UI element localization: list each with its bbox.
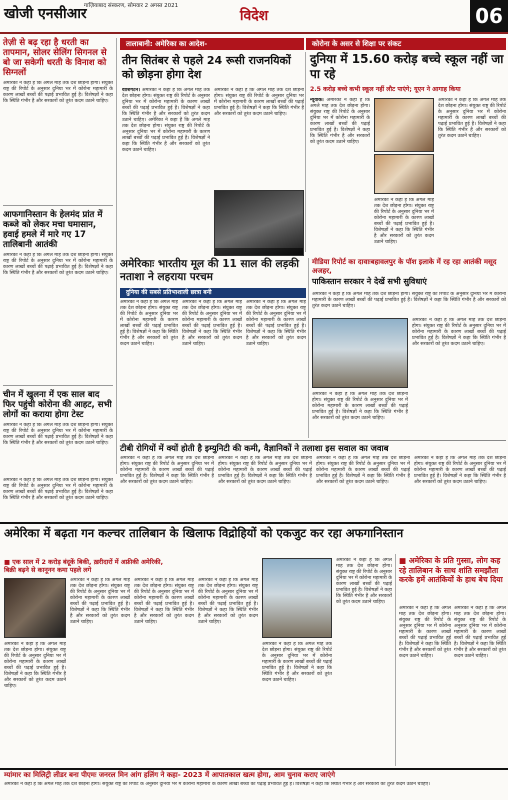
story4-intro: अमेरिका ने कहा है कि अगले माह तक देश छोड़ना होगा। संयुक्त राष्ट्र की रिपोर्ट के अनुसार दुनिया भर में कोरोना महामारी के कारण लाखों बच्चों की पढ़ाई प्रभावित हुई है। विशेषज्ञों ने कहा कि स्थिति गंभीर है और सरकारों को तुरंत कदम उठाने चाहिए। (312, 292, 506, 309)
story6-photo-1 (4, 578, 66, 638)
story3-body-2: अमेरिका ने कहा है कि अगले माह तक देश छोड़ना होगा। संयुक्त राष्ट्र की रिपोर्ट के अनुसार दुनिया भर में कोरोना महामारी के कारण लाखों बच्चों की पढ़ाई प्रभावित हुई है। विशेषज्ञों ने कहा कि स्थिति गंभीर है और सरकारों को तुरंत कदम उठाने चाहिए। (182, 300, 242, 347)
story2-body-mid: अमेरिका ने कहा है कि अगले माह तक देश छोड़ना होगा। संयुक्त राष्ट्र की रिपोर्ट के अनुसार दुनिया भर में कोरोना महामारी के कारण लाखों बच्चों की पढ़ाई प्रभावित हुई है। विशेषज्ञों ने कहा कि स्थिति गंभीर है और सरकारों को तुरंत कदम उठाने चाहिए। (374, 198, 434, 245)
strip-mid-blue: दुनिया की सबसे प्रतिभाशाली छात्रा बनी (120, 288, 306, 298)
newspaper-logo: खोजी एनसीआर (4, 6, 87, 22)
left-lead-2-body: अमेरिका ने कहा है कि अगले माह तक देश छोड़ना होगा। संयुक्त राष्ट्र की रिपोर्ट के अनुसार दुनिया भर में कोरोना महामारी के कारण लाखों बच्चों की पढ़ाई प्रभावित हुई है। विशेषज्ञों ने कहा कि स्थिति गंभीर है और सरकारों को तुरंत कदम उठाने चाहिए। (3, 253, 113, 276)
dateline: गाज़ियाबाद संस्करण, सोमवार 2 अगस्त 2021 (84, 3, 179, 9)
story4-photo (312, 318, 408, 388)
left-lead-3: चीन में खुलना में एक साल बाद फिर पहुंची कोरोना की आहट, सभी लोगों का कराया होगा टेस्ट (3, 390, 112, 420)
story3-body-3: अमेरिका ने कहा है कि अगले माह तक देश छोड़ना होगा। संयुक्त राष्ट्र की रिपोर्ट के अनुसार दुनिया भर में कोरोना महामारी के कारण लाखों बच्चों की पढ़ाई प्रभावित हुई है। विशेषज्ञों ने कहा कि स्थिति गंभीर है और सरकारों को तुरंत कदम उठाने चाहिए। (246, 300, 306, 347)
story3-body-1: अमेरिका ने कहा है कि अगले माह तक देश छोड़ना होगा। संयुक्त राष्ट्र की रिपोर्ट के अनुसार दुनिया भर में कोरोना महामारी के कारण लाखों बच्चों की पढ़ाई प्रभावित हुई है। विशेषज्ञों ने कहा कि स्थिति गंभीर है और सरकारों को तुरंत कदम उठाने चाहिए। (120, 300, 178, 347)
story5-body-4: अमेरिका ने कहा है कि अगले माह तक देश छोड़ना होगा। संयुक्त राष्ट्र की रिपोर्ट के अनुसार दुनिया भर में कोरोना महामारी के कारण लाखों बच्चों की पढ़ाई प्रभावित हुई है। विशेषज्ञों ने कहा कि स्थिति गंभीर है और सरकारों को तुरंत कदम उठाने चाहिए। (414, 456, 506, 485)
masthead (0, 0, 508, 34)
left-lead-2: आफगानिस्तान के हेलमंद प्रांत में कब्जे को लेकर मचा घमासान, हवाई हमले में मारे गए 17 तालिबानी आतंकी (3, 210, 103, 250)
story1-photo (214, 190, 304, 256)
story5-body-2: अमेरिका ने कहा है कि अगले माह तक देश छोड़ना होगा। संयुक्त राष्ट्र की रिपोर्ट के अनुसार दुनिया भर में कोरोना महामारी के कारण लाखों बच्चों की पढ़ाई प्रभावित हुई है। विशेषज्ञों ने कहा कि स्थिति गंभीर है और सरकारों को तुरंत कदम उठाने चाहिए। (218, 456, 312, 485)
story5-headline: टीबी रोगियों में क्यों होती है इम्युनिटी की कमी, वैज्ञानिकों ने तलाशा इस सवाल का जवाब (120, 443, 389, 453)
story5-body-3: अमेरिका ने कहा है कि अगले माह तक देश छोड़ना होगा। संयुक्त राष्ट्र की रिपोर्ट के अनुसार दुनिया भर में कोरोना महामारी के कारण लाखों बच्चों की पढ़ाई प्रभावित हुई है। विशेषज्ञों ने कहा कि स्थिति गंभीर है और सरकारों को तुरंत कदम उठाने चाहिए। (316, 456, 410, 485)
story6-body-3: अमेरिका ने कहा है कि अगले माह तक देश छोड़ना होगा। संयुक्त राष्ट्र की रिपोर्ट के अनुसार दुनिया भर में कोरोना महामारी के कारण लाखों बच्चों की पढ़ाई प्रभावित हुई है। विशेषज्ञों ने कहा कि स्थिति गंभीर है और सरकारों को तुरंत कदम उठाने चाहिए। (198, 578, 258, 625)
left-lead-3-body: अमेरिका ने कहा है कि अगले माह तक देश छोड़ना होगा। संयुक्त राष्ट्र की रिपोर्ट के अनुसार दुनिया भर में कोरोना महामारी के कारण लाखों बच्चों की पढ़ाई प्रभावित हुई है। विशेषज्ञों ने कहा कि स्थिति गंभीर है और सरकारों को तुरंत कदम उठाने चाहिए। (3, 423, 113, 446)
story8-headline: म्यांमार का मिलिट्री लीडर बना पीएमः जनरल मिन आंग हलिंग ने कहा- 2023 में आपातकाल खत्म होगा, आम चुनाव कराए जाएंगे (4, 771, 336, 779)
left-lead-1-body: अमेरिका ने कहा है कि अगले माह तक देश छोड़ना होगा। संयुक्त राष्ट्र की रिपोर्ट के अनुसार दुनिया भर में कोरोना महामारी के कारण लाखों बच्चों की पढ़ाई प्रभावित हुई है। विशेषज्ञों ने कहा कि स्थिति गंभीर है और सरकारों को तुरंत कदम उठाने चाहिए। (3, 81, 113, 104)
story1-body-left: वाशिंगटन। अमेरिका ने कहा है कि अगले माह तक देश छोड़ना होगा। संयुक्त राष्ट्र की रिपोर्ट के अनुसार दुनिया भर में कोरोना महामारी के कारण लाखों बच्चों की पढ़ाई प्रभावित हुई है। विशेषज्ञों ने कहा कि स्थिति गंभीर है और सरकारों को तुरंत कदम उठाने चाहिए। अमेरिका ने कहा है कि अगले माह तक देश छोड़ना होगा। संयुक्त राष्ट्र की रिपोर्ट के अनुसार दुनिया भर में कोरोना महामारी के कारण लाखों बच्चों की पढ़ाई प्रभावित हुई है। विशेषज्ञों ने कहा कि स्थिति गंभीर है और सरकारों को तुरंत कदम उठाने चाहिए। (122, 88, 210, 153)
left-lead-1: तेज़ी से बढ़ रहा है धरती का तापमान, सोलर सेलिंग सिगनल से बो जा सकेगी धरती के विनाश को सिग्नलों (3, 38, 107, 78)
left-bottom-body: अमेरिका ने कहा है कि अगले माह तक देश छोड़ना होगा। संयुक्त राष्ट्र की रिपोर्ट के अनुसार दुनिया भर में कोरोना महामारी के कारण लाखों बच्चों की पढ़ाई प्रभावित हुई है। विशेषज्ञों ने कहा कि स्थिति गंभीर है और सरकारों को तुरंत कदम उठाने चाहिए। (3, 478, 113, 501)
story4-headline: पाकिस्तान सरकार ने देखें सभी सुविधाएं (312, 277, 427, 286)
story6-body-1: अमेरिका ने कहा है कि अगले माह तक देश छोड़ना होगा। संयुक्त राष्ट्र की रिपोर्ट के अनुसार दुनिया भर में कोरोना महामारी के कारण लाखों बच्चों की पढ़ाई प्रभावित हुई है। विशेषज्ञों ने कहा कि स्थिति गंभीर है और सरकारों को तुरंत कदम उठाने चाहिए। (70, 578, 130, 625)
story6-side: ■ एक साल में 2 करोड़ बंदूकें बिकी, ख़रीदारों में अफ्रीकी अमेरिकी, बिक्री बढ़ने से कानूनन कमा पहले लगे (4, 558, 164, 574)
story2-subhead: 2.5 करोड़ बच्चे कभी स्कूल नहीं लौट पाएंगे; यूएन ने आगाह किया (310, 86, 461, 93)
story8-body: अमेरिका ने कहा है कि अगले माह तक देश छोड़ना होगा। संयुक्त राष्ट्र की रिपोर्ट के अनुसार दुनिया भर में कोरोना महामारी के कारण लाखों बच्चों की पढ़ाई प्रभावित हुई है। विशेषज्ञों ने कहा कि स्थिति गंभीर है और सरकारों को तुरंत कदम उठाने चाहिए। (4, 782, 430, 787)
left-column (3, 38, 113, 474)
story3-headline: अमेरिकाः भारतीय मूल की 11 साल की लड़की नताशा ने लहराया परचम (120, 258, 300, 283)
story1-body-right: अमेरिका ने कहा है कि अगले माह तक देश छोड़ना होगा। संयुक्त राष्ट्र की रिपोर्ट के अनुसार दुनिया भर में कोरोना महामारी के कारण लाखों बच्चों की पढ़ाई प्रभावित हुई है। विशेषज्ञों ने कहा कि स्थिति गंभीर है और सरकारों को तुरंत कदम उठाने चाहिए। (214, 88, 304, 117)
story6-headline: अमेरिका में बढ़ता गन कल्चर तालिबान के खिलाफ विद्रोहियों को एकजुट कर रहा अफगानिस्तान (4, 526, 404, 540)
story6-photo-2 (262, 558, 332, 638)
story6-body-0: अमेरिका ने कहा है कि अगले माह तक देश छोड़ना होगा। संयुक्त राष्ट्र की रिपोर्ट के अनुसार दुनिया भर में कोरोना महामारी के कारण लाखों बच्चों की पढ़ाई प्रभावित हुई है। विशेषज्ञों ने कहा कि स्थिति गंभीर है और सरकारों को तुरंत कदम उठाने चाहिए। (4, 642, 66, 689)
story1-headline: तीन सितंबर से पहले 24 रूसी राजनयिकों को छोड़ना होगा देश (122, 54, 291, 81)
story4-lead: मीडिया रिपोर्ट का दावाःबहावलपुर के पॉश इलाके में रह रहा आतंकी मसूद अजहर, (312, 258, 497, 275)
story7-body-1: अमेरिका ने कहा है कि अगले माह तक देश छोड़ना होगा। संयुक्त राष्ट्र की रिपोर्ट के अनुसार दुनिया भर में कोरोना महामारी के कारण लाखों बच्चों की पढ़ाई प्रभावित हुई है। विशेषज्ञों ने कहा कि स्थिति गंभीर है और सरकारों को तुरंत कदम उठाने चाहिए। (399, 606, 451, 659)
page-number: 06 (470, 0, 508, 32)
story2-photo-2 (374, 154, 434, 194)
story6-body-5: अमेरिका ने कहा है कि अगले माह तक देश छोड़ना होगा। संयुक्त राष्ट्र की रिपोर्ट के अनुसार दुनिया भर में कोरोना महामारी के कारण लाखों बच्चों की पढ़ाई प्रभावित हुई है। विशेषज्ञों ने कहा कि स्थिति गंभीर है और सरकारों को तुरंत कदम उठाने चाहिए। (336, 558, 392, 605)
story2-body-left: न्यूयॉर्क। अमेरिका ने कहा है कि अगले माह तक देश छोड़ना होगा। संयुक्त राष्ट्र की रिपोर्ट के अनुसार दुनिया भर में कोरोना महामारी के कारण लाखों बच्चों की पढ़ाई प्रभावित हुई है। विशेषज्ञों ने कहा कि स्थिति गंभीर है और सरकारों को तुरंत कदम उठाने चाहिए। (310, 98, 370, 145)
story7-headline: ■ अमेरिका के प्रति गुस्सा, लोग कह रहे तालिबान के साथ शांति समझौता करके हमें आतंकियों के हाथ बेच दिया (399, 556, 503, 585)
strip-top-right: कोरोना के असर से शिक्षा पर संकट (306, 38, 506, 50)
story4-body-left: अमेरिका ने कहा है कि अगले माह तक देश छोड़ना होगा। संयुक्त राष्ट्र की रिपोर्ट के अनुसार दुनिया भर में कोरोना महामारी के कारण लाखों बच्चों की पढ़ाई प्रभावित हुई है। विशेषज्ञों ने कहा कि स्थिति गंभीर है और सरकारों को तुरंत कदम उठाने चाहिए। (312, 392, 408, 421)
section-title: विदेश (239, 8, 269, 24)
story4-body-right: अमेरिका ने कहा है कि अगले माह तक देश छोड़ना होगा। संयुक्त राष्ट्र की रिपोर्ट के अनुसार दुनिया भर में कोरोना महामारी के कारण लाखों बच्चों की पढ़ाई प्रभावित हुई है। विशेषज्ञों ने कहा कि स्थिति गंभीर है और सरकारों को तुरंत कदम उठाने चाहिए। (412, 318, 506, 347)
story6-body-4: अमेरिका ने कहा है कि अगले माह तक देश छोड़ना होगा। संयुक्त राष्ट्र की रिपोर्ट के अनुसार दुनिया भर में कोरोना महामारी के कारण लाखों बच्चों की पढ़ाई प्रभावित हुई है। विशेषज्ञों ने कहा कि स्थिति गंभीर है और सरकारों को तुरंत कदम उठाने चाहिए। (262, 642, 332, 683)
story2-photo-1 (374, 98, 434, 152)
story5-body-1: अमेरिका ने कहा है कि अगले माह तक देश छोड़ना होगा। संयुक्त राष्ट्र की रिपोर्ट के अनुसार दुनिया भर में कोरोना महामारी के कारण लाखों बच्चों की पढ़ाई प्रभावित हुई है। विशेषज्ञों ने कहा कि स्थिति गंभीर है और सरकारों को तुरंत कदम उठाने चाहिए। (120, 456, 214, 485)
story7-body-2: अमेरिका ने कहा है कि अगले माह तक देश छोड़ना होगा। संयुक्त राष्ट्र की रिपोर्ट के अनुसार दुनिया भर में कोरोना महामारी के कारण लाखों बच्चों की पढ़ाई प्रभावित हुई है। विशेषज्ञों ने कहा कि स्थिति गंभीर है और सरकारों को तुरंत कदम उठाने चाहिए। (454, 606, 506, 659)
story2-body-right: अमेरिका ने कहा है कि अगले माह तक देश छोड़ना होगा। संयुक्त राष्ट्र की रिपोर्ट के अनुसार दुनिया भर में कोरोना महामारी के कारण लाखों बच्चों की पढ़ाई प्रभावित हुई है। विशेषज्ञों ने कहा कि स्थिति गंभीर है और सरकारों को तुरंत कदम उठाने चाहिए। (438, 98, 506, 139)
story2-headline: दुनिया में 15.60 करोड़ बच्चे स्कूल नहीं जा पा रहे (310, 52, 504, 81)
story6-body-2: अमेरिका ने कहा है कि अगले माह तक देश छोड़ना होगा। संयुक्त राष्ट्र की रिपोर्ट के अनुसार दुनिया भर में कोरोना महामारी के कारण लाखों बच्चों की पढ़ाई प्रभावित हुई है। विशेषज्ञों ने कहा कि स्थिति गंभीर है और सरकारों को तुरंत कदम उठाने चाहिए। (134, 578, 194, 625)
strip-top-left: तालाबानी: अमेरिका का आदेश- (120, 38, 304, 50)
